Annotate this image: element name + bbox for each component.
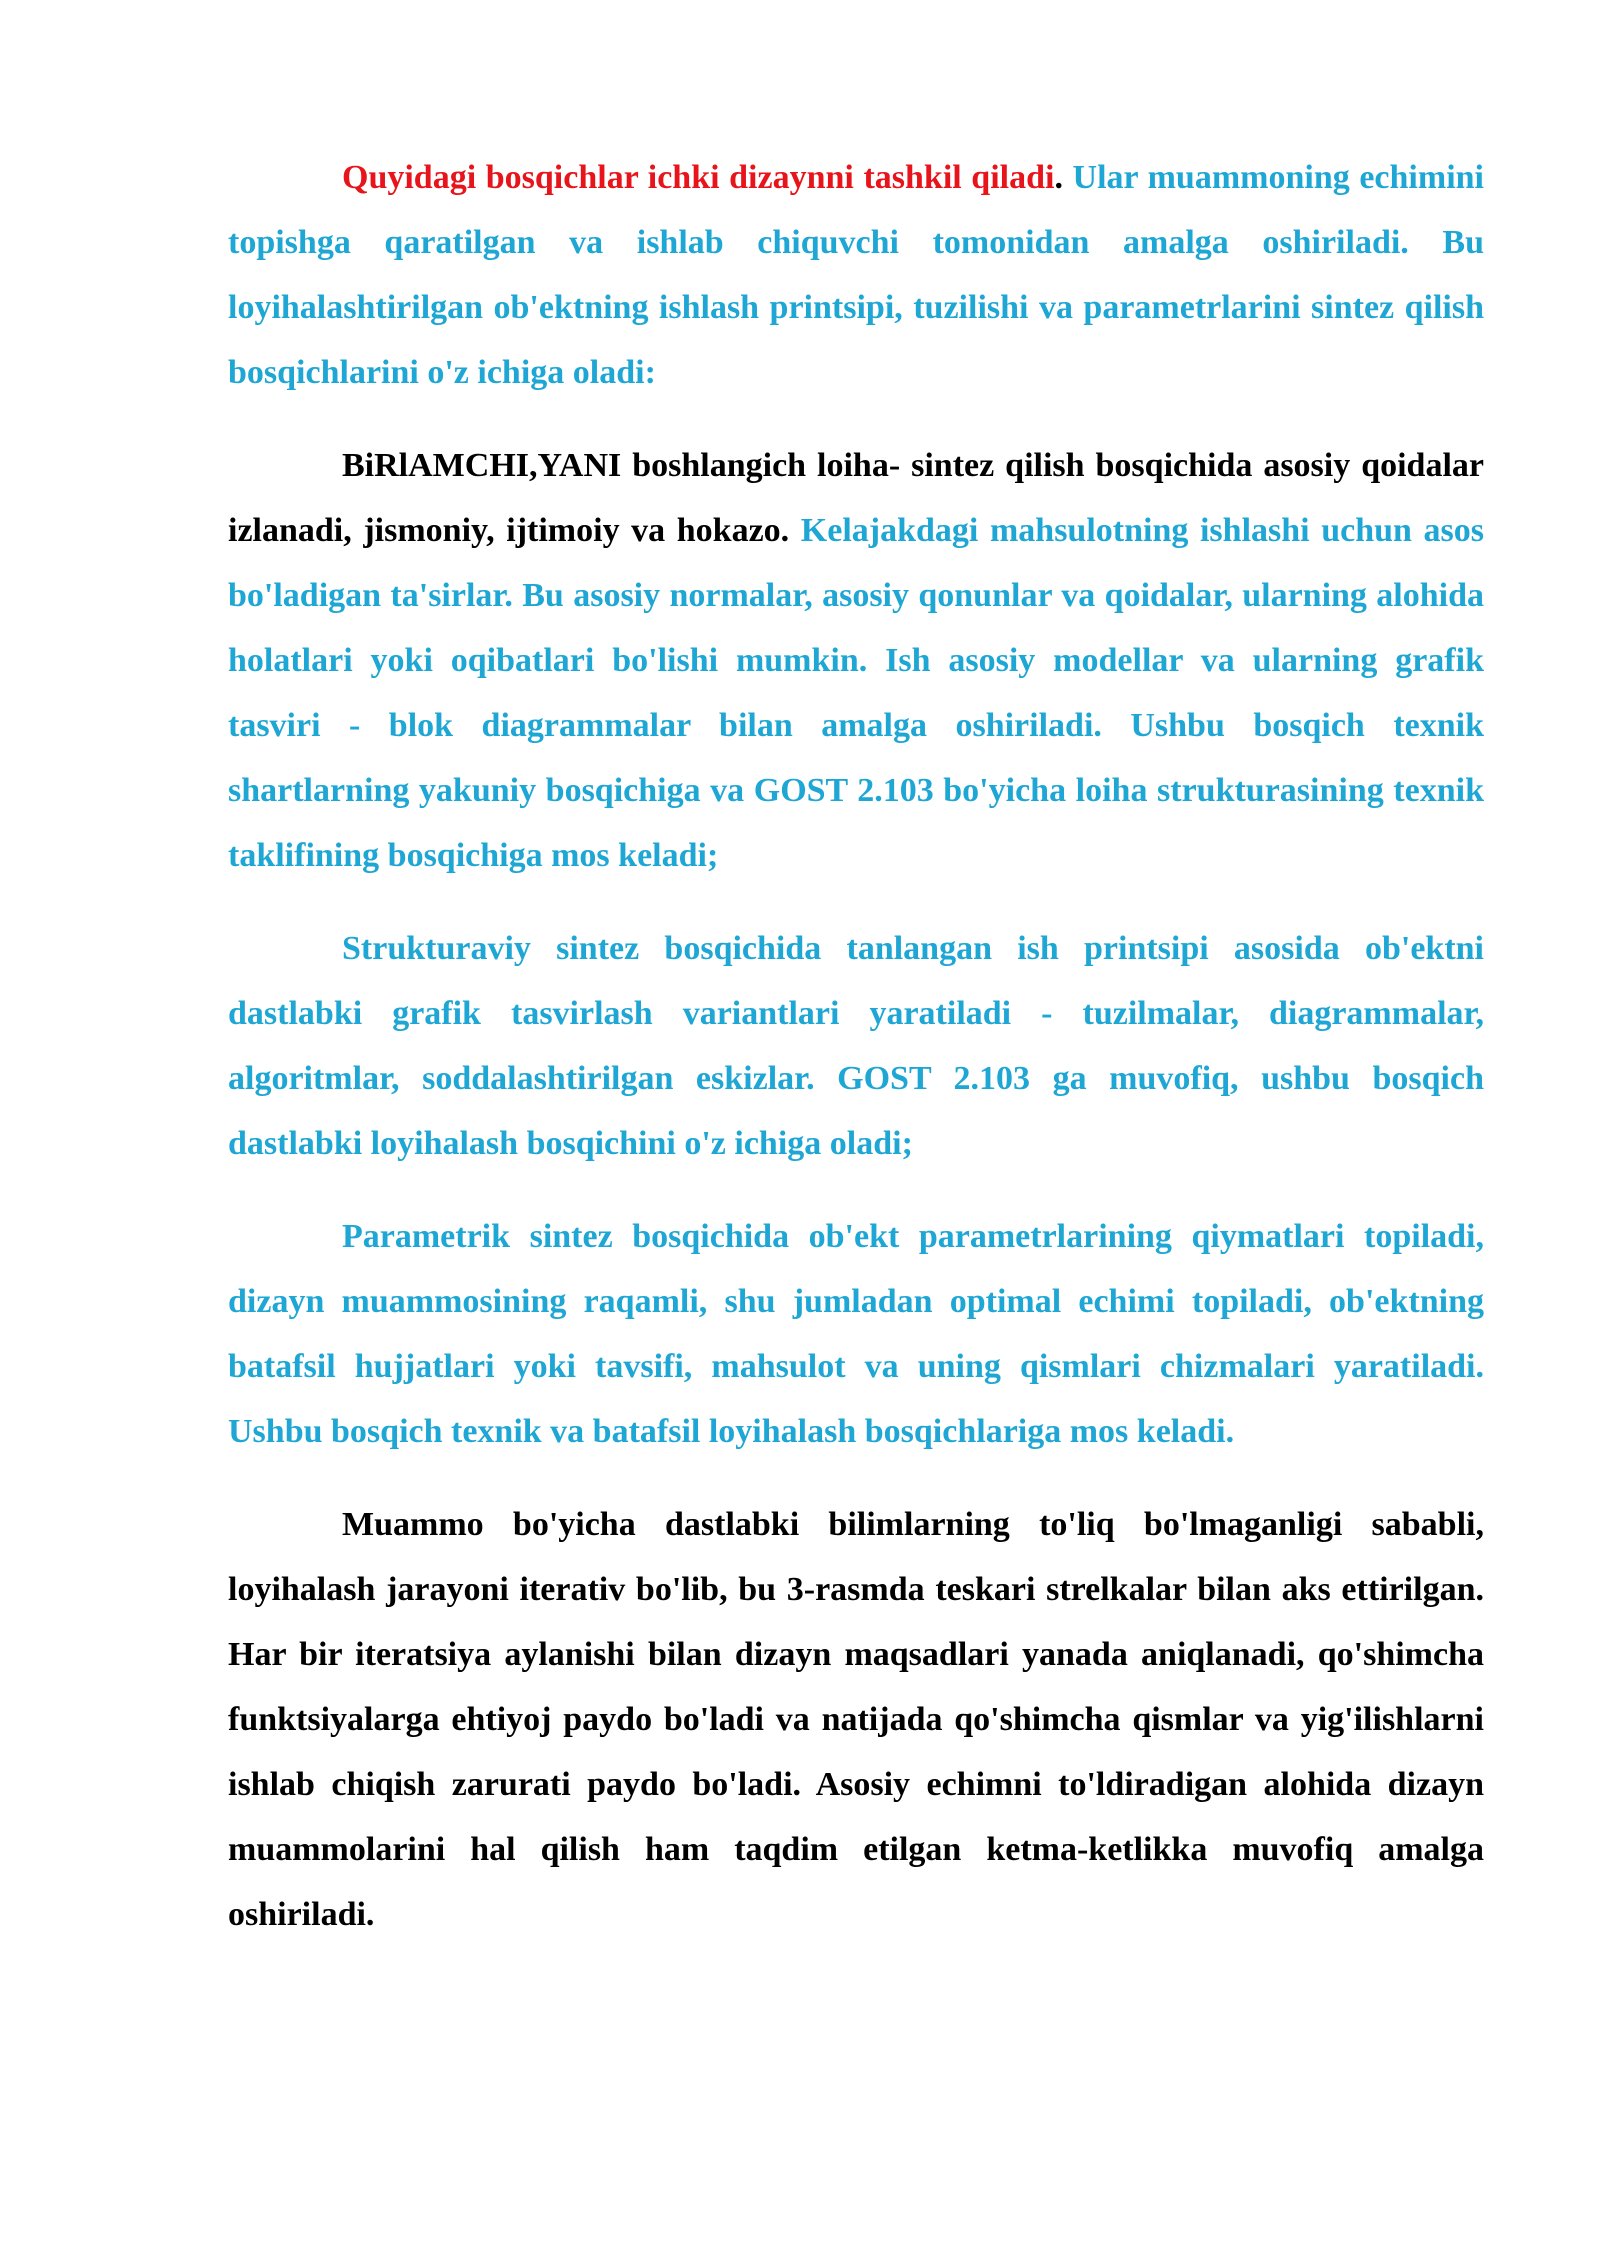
text-segment: Strukturaviy sintez bosqichida tanlangan ish printsipi asosida ob'ektni dastlabki grafik tasvirlash variantlari yaratiladi - tuzilmalar, diagrammalar, algoritmlar, soddalashtirilgan eskizlar. GOST 2.103 ga muvofiq, ushbu bosqich dastlabki loyihalash bosqichini o'z ichiga oladi; xyxy=(228,930,1484,1162)
paragraph-iterative-process xyxy=(228,1492,1484,1947)
text-segment: . xyxy=(1054,159,1073,196)
document-page xyxy=(228,145,1484,1975)
paragraph-intro xyxy=(228,145,1484,405)
text-segment: Ular muammoning echimini topishga qaratilgan va ishlab chiquvchi tomonidan amalga oshiriladi. Bu loyihalashtirilgan ob'ektning ishlash printsipi, tuzilishi va parametrlarini sintez qilish bosqichlarini o'z ichiga oladi: xyxy=(228,159,1485,391)
paragraph-parametric-synthesis xyxy=(228,1204,1484,1464)
text-segment: Quyidagi bosqichlar ichki dizaynni tashkil qiladi xyxy=(342,159,1055,196)
paragraph-structural-synthesis xyxy=(228,916,1484,1176)
text-segment: Kelajakdagi mahsulotning ishlashi uchun asos bo'ladigan ta'sirlar. Bu asosiy normalar, asosiy qonunlar va qoidalar, ularning alohida holatlari yoki oqibatlari bo'lishi mumkin. Ish asosiy modellar va ularning grafik tasviri - blok diagrammalar bilan amalga oshiriladi. Ushbu bosqich texnik shartlarning yakuniy bosqichiga va GOST 2.103 bo'yicha loiha strukturasining texnik taklifining bosqichiga mos keladi; xyxy=(228,512,1484,874)
text-segment: Parametrik sintez bosqichida ob'ekt parametrlarining qiymatlari topiladi, dizayn muammosining raqamli, shu jumladan optimal echimi topiladi, ob'ektning batafsil hujjatlari yoki tavsifi, mahsulot va uning qismlari chizmalari yaratiladi. Ushbu bosqich texnik va batafsil loyihalash bosqichlariga mos keladi. xyxy=(228,1218,1484,1450)
text-segment: BiRlAMCHI,YANI boshlangich loiha- sintez qilish bosqichida asosiy qoidalar izlanadi, jismoniy, ijtimoiy va hokazo. xyxy=(228,447,1484,549)
text-segment: Muammo bo'yicha dastlabki bilimlarning to'liq bo'lmaganligi sababli, loyihalash jarayoni iterativ bo'lib, bu 3-rasmda teskari strelkalar bilan aks ettirilgan. Har bir iteratsiya aylanishi bilan dizayn maqsadlari yanada aniqlanadi, qo'shimcha funktsiyalarga ehtiyoj paydo bo'ladi va natijada qo'shimcha qismlar va yig'ilishlarni ishlab chiqish zarurati paydo bo'ladi. Asosiy echimni to'ldiradigan alohida dizayn muammolarini hal qilish ham taqdim etilgan ketma-ketlikka muvofiq amalga oshiriladi. xyxy=(228,1506,1484,1933)
paragraph-primary-stage xyxy=(228,433,1484,888)
